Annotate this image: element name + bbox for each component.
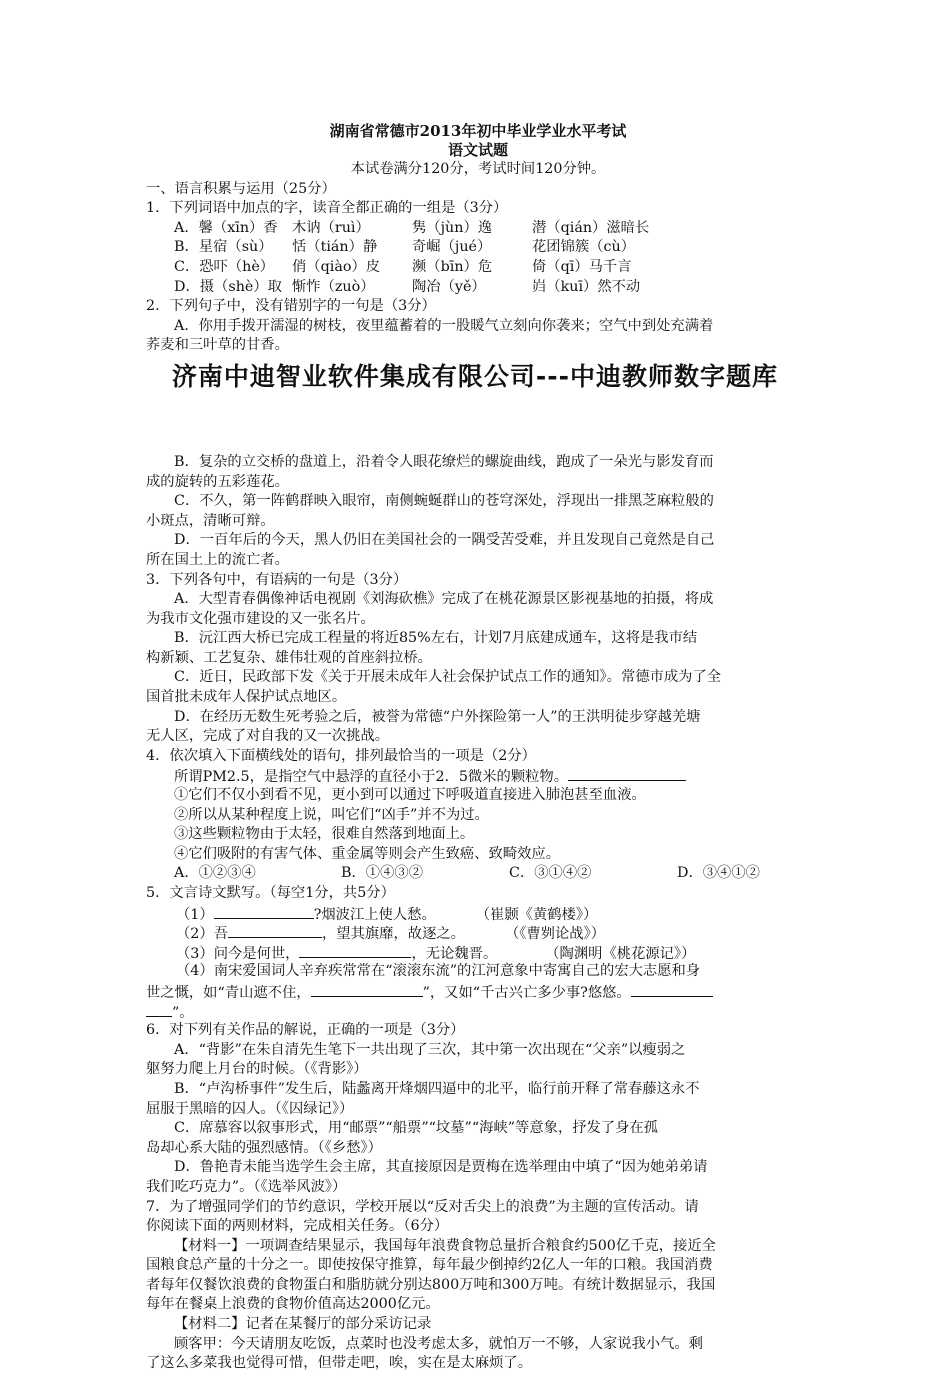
question-2-option-d: D．一百年后的今天，黑人仍旧在美国社会的一隅受苦受难，并且发现自己竟然是自己 [174,532,715,549]
q5-1-source: （崔颢《黄鹤楼》） [475,906,598,923]
answer-blank[interactable] [631,982,713,997]
q1-option-cell: C．恐吓（hè） [174,258,275,275]
q1-option-cell: 倚（qī）马千言 [532,258,632,275]
banner-gap [146,356,810,453]
section-heading: 一、语言积累与运用（25分） [146,180,336,197]
q5-3-source: （陶渊明《桃花源记》） [545,945,696,962]
question-1-stem: 1．下列词语中加点的字，读音全都正确的一组是（3分） [146,200,508,217]
question-5-part-1 [146,904,810,924]
question-2-option-b-cont: 成的旋转的五彩莲花。 [146,473,289,490]
q1-option-cell: 潜（qián）滋暗长 [532,219,650,236]
answer-blank[interactable] [311,982,423,997]
question-1-row-c [146,258,810,278]
interview-customer-a: 顾客甲：今天请朋友吃饭，点菜时也没考虑太多，就怕万一不够，人家说我小气。剩 [174,1335,703,1352]
q4-option: B．①④③② [341,865,423,882]
question-6-option-c-cont: 岛却心系大陆的强烈感情。（《乡愁》） [146,1139,382,1156]
question-3-option-a: A．大型青春偶像神话电视剧《刘海砍樵》完成了在桃花源景区影视基地的拍摄，将成 [174,591,714,608]
q1-option-cell: 木讷（ruì） [292,219,370,236]
question-4-sentence: ①它们不仅小到看不见，更小到可以通过下呼吸道直接进入肺泡甚至血液。 [174,787,646,804]
question-3-stem: 3．下列各句中，有语病的一句是（3分） [146,571,408,588]
answer-blank[interactable] [146,1002,172,1017]
question-6-option-d-cont: 我们吃巧克力”。（《选举风波》） [146,1178,347,1195]
question-5-part-3 [146,943,810,963]
q1-option-cell: 濒（bīn）危 [412,258,493,275]
question-5-stem: 5．文言诗文默写。（每空1分，共5分） [146,885,395,901]
q5-1-post: ?烟波江上使人愁。 [313,906,436,923]
material-2: 【材料二】记者在某餐厅的部分采访记录 [174,1316,432,1333]
material-1-cont: 者每年仅餐饮浪费的食物蛋白和脂肪就分别达800万吨和300万吨。有统计数据显示，我国 [146,1276,716,1293]
material-1-cont: 每年在餐桌上浪费的食物价值高达2000亿元。 [146,1296,440,1313]
question-2-option-c: C．不久，第一阵鹤群映入眼帘，南侧蜿蜒群山的苍穹深处，浮现出一排黑芝麻粒般的 [174,493,714,510]
q5-4-a: 世之慨，如“青山遮不住， [146,984,311,1001]
q1-option-cell: 俏（qiào）皮 [292,258,381,275]
exam-subtitle: 语文试题 [447,141,508,159]
q4-lead-text: 所谓PM2.5，是指空气中悬浮的直径小于2．5微米的颗粒物。 [174,769,569,786]
question-5-part-4-cont [146,982,810,1002]
question-1-row-d [146,278,810,298]
q1-option-cell: 岿（kuī）然不动 [532,278,641,295]
q5-2-post: ，望其旗靡，故逐之。 [322,926,465,943]
material-1-cont: 国粮食总产量的十分之一。即使按保守推算，每年最少倒掉约2亿人一年的口粮。我国消费 [146,1257,713,1274]
q1-option-cell: A．馨（xīn）香 [174,219,278,236]
q5-2-pre: （2）吾 [176,926,228,943]
exam-info: 本试卷满分120分，考试时间120分钟。 [350,161,606,177]
question-6-option-c: C．席慕容以叙事形式，用“邮票”“船票”“坟墓”“海峡”等意象，抒发了身在孤 [174,1120,659,1137]
q4-option: D．③④①② [677,865,760,882]
exam-title: 湖南省常德市2013年初中毕业学业水平考试 [329,122,627,140]
question-3-option-d: D．在经历无数生死考验之后，被誉为常德“户外探险第一人”的王洪明徒步穿越羌塘 [174,708,701,725]
question-6-option-b-cont: 屈服于黑暗的囚人。（《囚绿记》） [146,1100,354,1117]
q1-option-cell: D．摄（shè）取 [174,278,282,295]
question-1-row-b [146,238,810,258]
q5-4-c: ”。 [172,1004,194,1021]
q1-option-cell: 奇崛（jué） [412,239,492,256]
question-4-options [146,864,810,884]
material-1: 【材料一】一项调查结果显示，我国每年浪费食物总量折合粮食约500亿千克，接近全 [174,1237,716,1254]
question-2-option-d-cont: 所在国土上的流亡者。 [146,551,289,568]
question-6-option-a-cont: 躯努力爬上月台的时候。（《背影》） [146,1061,368,1078]
question-3-option-b-cont: 构新颖、工艺复杂、雄伟壮观的首座斜拉桥。 [146,649,432,666]
question-4-sentence: ③这些颗粒物由于太轻，很难自然落到地面上。 [174,826,475,843]
q1-option-cell: B．星宿（sù） [174,239,273,256]
answer-blank[interactable] [299,943,411,958]
q5-4-b: ”，又如“千古兴亡多少事?悠悠。 [422,984,631,1001]
question-3-option-d-cont: 无人区，完成了对自我的又一次挑战。 [146,728,390,745]
question-2-option-c-cont: 小斑点，清晰可辩。 [146,512,275,529]
q4-option: A．①②③④ [174,865,256,882]
answer-blank[interactable] [214,904,314,919]
question-5-part-4: （4）南宋爱国词人辛弃疾常常在“滚滚东流”的江河意象中寄寓自己的宏大志愿和身 [176,963,701,980]
q1-option-cell: 隽（jùn）逸 [412,219,493,236]
question-4-sentence: ②所以从某种程度上说，叫它们“凶手”并不为过。 [174,806,489,823]
q1-option-cell: 惭怍（zuò） [292,278,375,295]
question-7-stem-cont: 你阅读下面的两则材料，完成相关任务。（6分） [146,1218,449,1235]
answer-blank[interactable] [568,766,686,781]
q1-option-cell: 陶冶（yě） [412,278,486,295]
exam-content [146,122,810,1374]
q5-2-source: （《曹刿论战》） [504,926,606,943]
q5-3-post: ，无论魏晋。 [411,945,498,962]
question-2-option-a: A．你用手拨开濡湿的树枝，夜里蕴蓄着的一股暖气立刻向你袭来；空气中到处充满着 [174,317,714,334]
q1-option-cell: 花团锦簇（cù） [532,239,635,256]
question-2-option-a-cont: 荞麦和三叶草的甘香。 [146,337,289,354]
question-3-option-b: B．沅江西大桥已完成工程量的将近85%左右，计划7月底建成通车，这将是我市结 [174,630,698,647]
question-4-stem: 4．依次填入下面横线处的语句，排列最恰当的一项是（2分） [146,747,536,764]
q4-option: C．③①④② [509,865,592,882]
question-4-lead [146,766,810,786]
q1-option-cell: 恬（tián）静 [292,239,378,256]
question-1-row-a [146,219,810,239]
question-3-option-c: C．近日，民政部下发《关于开展未成年人社会保护试点工作的通知》。常德市成为了全 [174,669,722,686]
answer-blank[interactable] [228,923,322,938]
question-2-option-b: B．复杂的立交桥的盘道上，沿着令人眼花缭烂的螺旋曲线，跑成了一朵光与影发育而 [174,453,714,470]
question-6-stem: 6．对下列有关作品的解说，正确的一项是（3分） [146,1022,465,1039]
question-2-stem: 2．下列句子中，没有错别字的一句是（3分） [146,298,436,315]
question-4-sentence: ④它们吸附的有害气体、重金属等则会产生致癌、致畸效应。 [174,845,561,862]
question-3-option-c-cont: 国首批未成年人保护试点地区。 [146,689,347,706]
q5-1-pre: （1） [176,906,214,923]
question-7-stem: 7．为了增强同学们的节约意识，学校开展以“反对舌尖上的浪费”为主题的宣传活动。请 [146,1198,699,1215]
question-6-option-b: B．“卢沟桥事件”发生后，陆蠡离开烽烟四逼中的北平，临行前开释了常春藤这永不 [174,1080,700,1097]
watermark-banner: 济南中迪智业软件集成有限公司---中迪教师数字题库 [171,362,779,391]
question-6-option-d: D．鲁艳青未能当选学生会主席，其直接原因是贾梅在选举理由中填了“因为她弟弟请 [174,1159,708,1176]
interview-customer-a-cont: 了这么多菜我也觉得可惜，但带走吧，唉，实在是太麻烦了。 [146,1355,533,1372]
question-3-option-a-cont: 为我市文化强市建设的又一张名片。 [146,610,375,627]
q5-3-pre: （3）问今是何世， [176,945,300,962]
question-6-option-a: A．“背影”在朱自清先生笔下一共出现了三次，其中第一次出现在“父亲”以瘦弱之 [174,1041,686,1058]
question-5-part-2 [146,923,810,943]
question-5-part-4-end [146,1002,810,1022]
